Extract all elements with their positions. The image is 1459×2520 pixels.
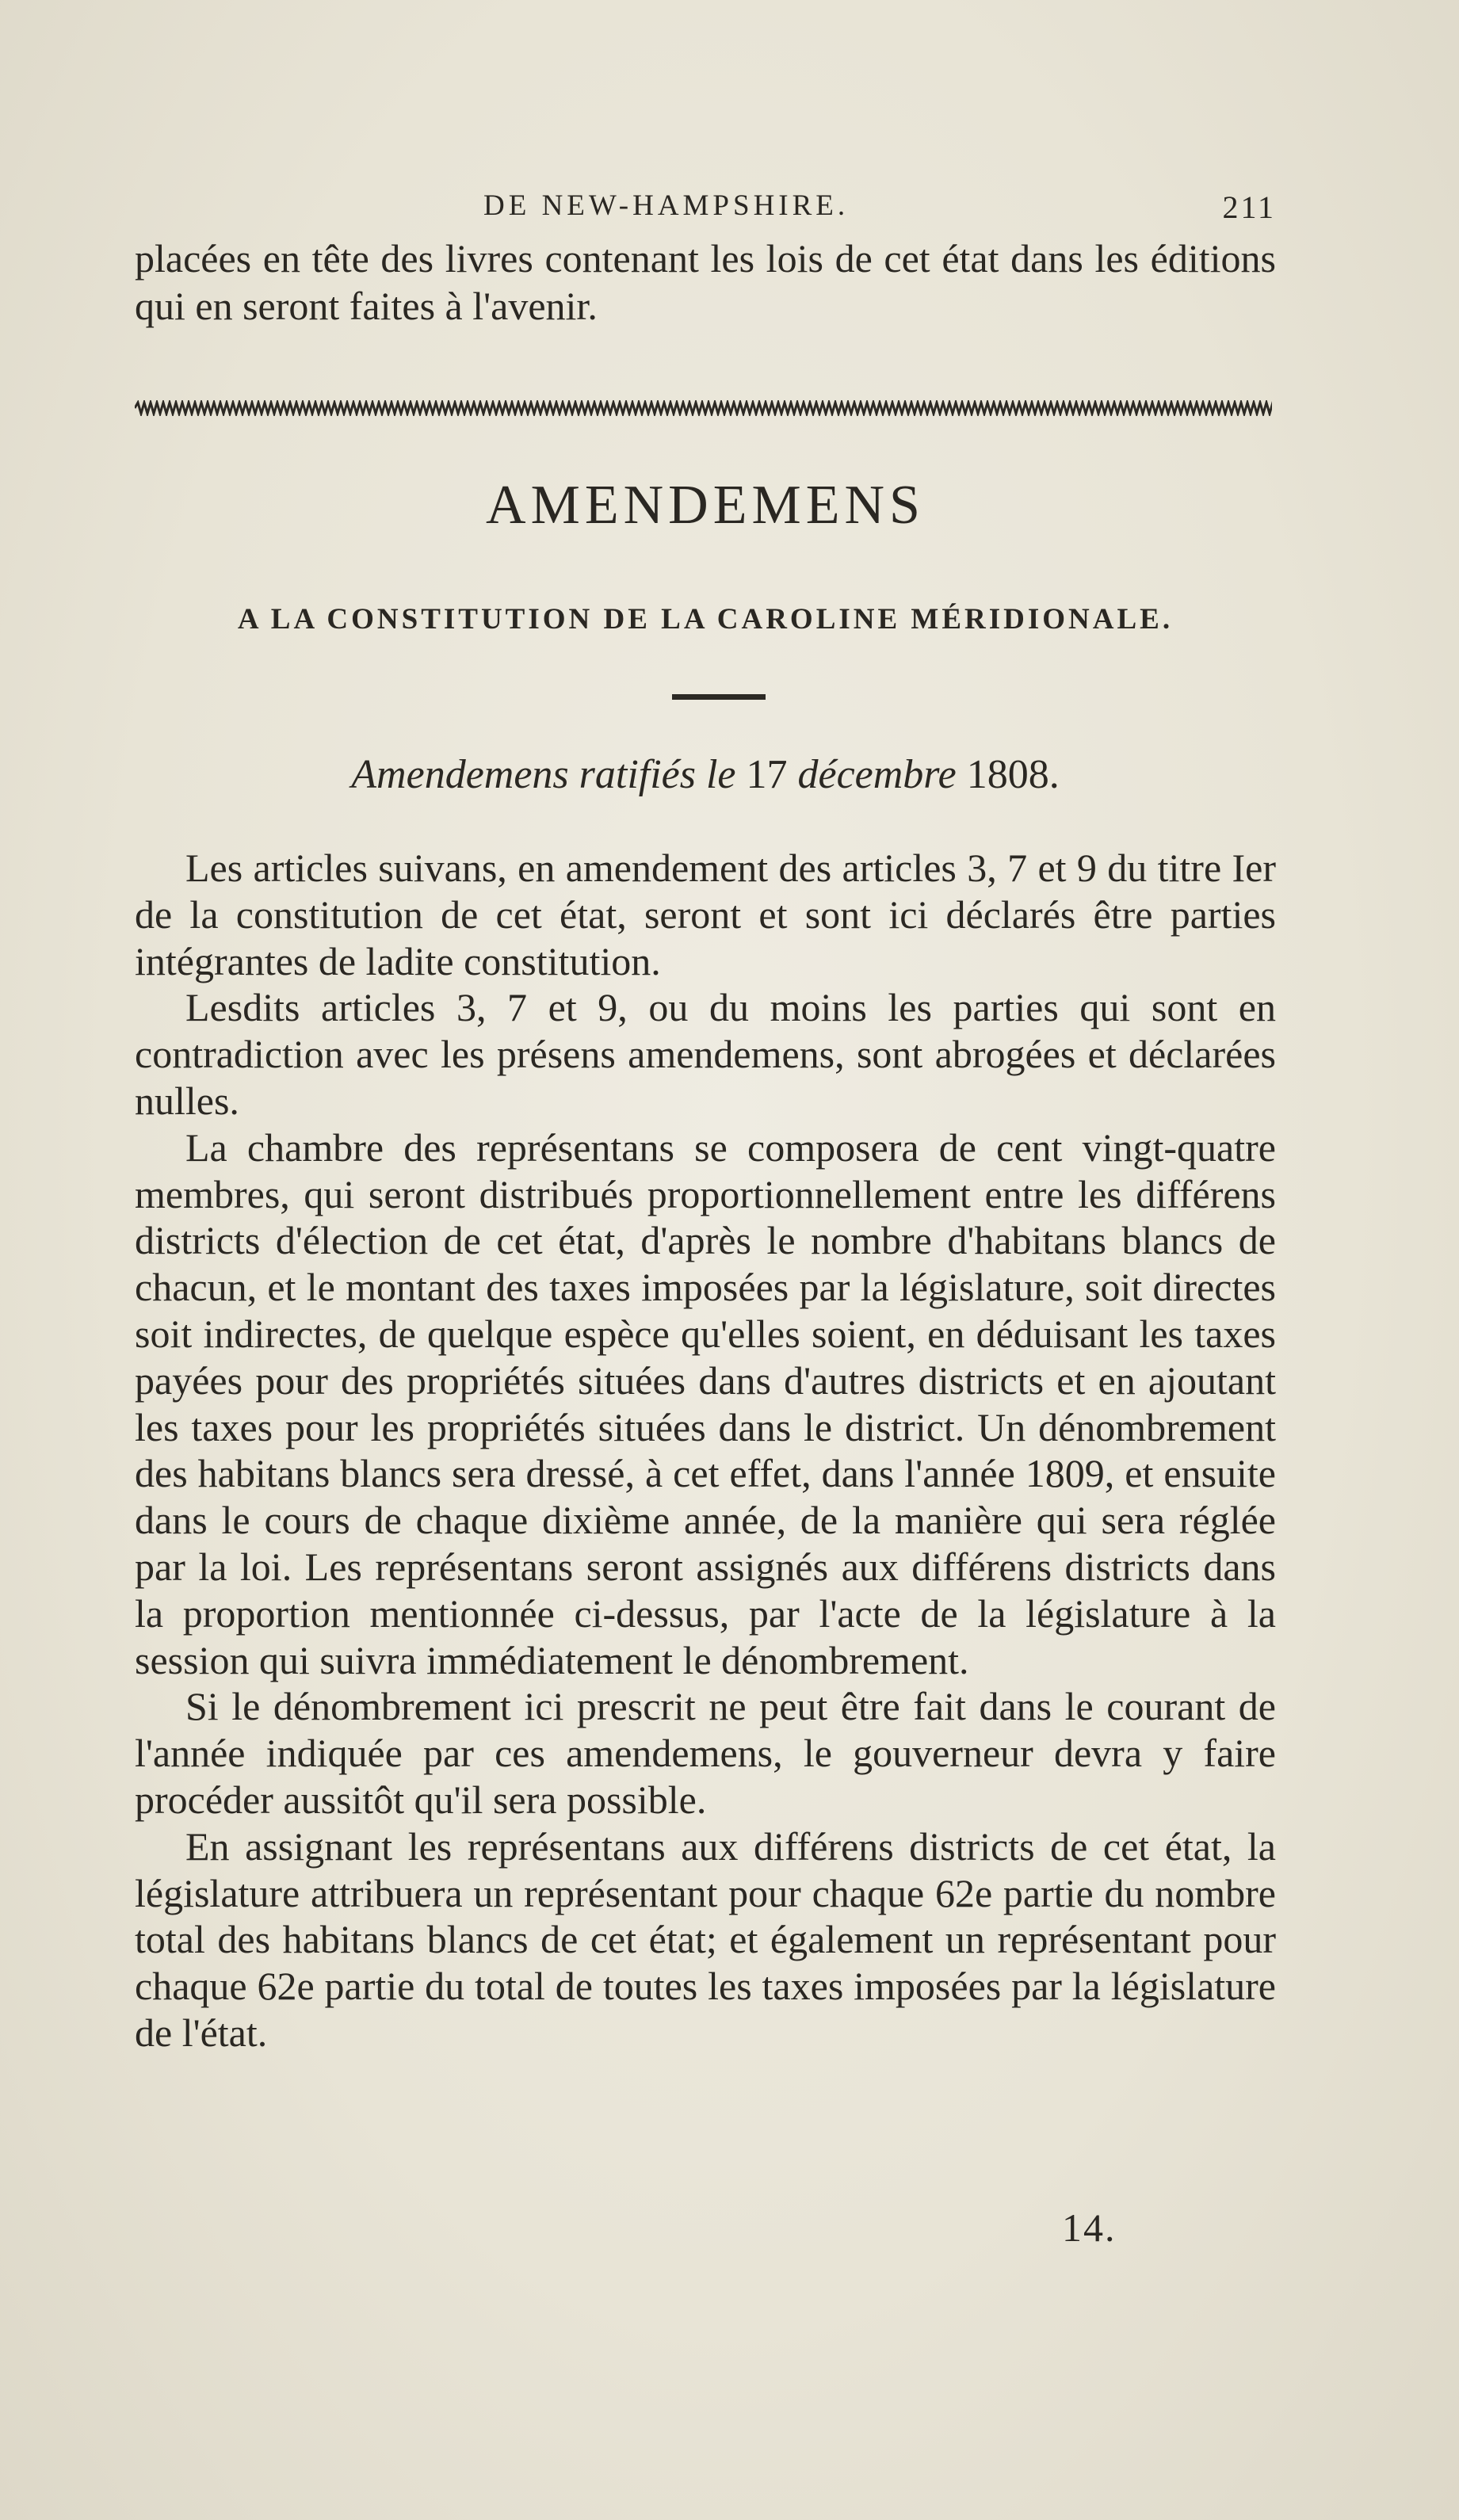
dateline-day: 17 (746, 752, 788, 797)
page-number: 211 (1222, 189, 1276, 225)
paragraph-3: La chambre des représentans se composera de cent vingt-quatre membres, qui seront distribués proportionnellement entre les différens districts d'élection de cet état, d'après le nombre d'habitans blancs de chacun, et le montant des taxes imposées par la législature, soit directes soit indirectes, de quelque espèce qu'elles soient, en déduisant les taxes payées pour des propriétés situées dans d'autres districts et en ajoutant les taxes pour les propriétés situées dans le district. Un dénombrement des habitans blancs sera dressé, à cet effet, dans l'année 1809, et ensuite dans le cours de chaque dixième année, de la manière qui sera réglée par la loi. Les représentans seront assignés aux différens districts dans la proportion mentionnée ci-dessus, par l'acte de la législature à la session qui suivra immédiatement le dénombrement. (135, 1124, 1276, 1682)
paragraph-4: Si le dénombrement ici prescrit ne peut être fait dans le courant de l'année indiquée par ces amendemens, le gouverneur devra y faire procéder aussitôt qu'il sera possible. (135, 1684, 1276, 1822)
intro-paragraph: placées en tête des livres contenant les lois de cet état dans les éditions qui en seront faites à l'avenir. (135, 236, 1276, 328)
paragraph-1: Les articles suivans, en amendement des articles 3, 7 et 9 du titre Ier de la constitution de cet état, seront et sont ici déclarés être parties intégrantes de ladite constitution. (135, 846, 1276, 983)
short-divider-rule (672, 694, 766, 700)
dateline-month: décembre (797, 752, 957, 797)
signature-mark: 14. (1062, 2205, 1117, 2250)
section-subheading: A LA CONSTITUTION DE LA CAROLINE MÉRIDIONALE. (237, 603, 1174, 636)
body-text (135, 845, 1276, 2056)
dateline (135, 751, 1276, 798)
section-heading: AMENDEMENS (486, 475, 925, 536)
dateline-year: 1808. (966, 752, 1060, 797)
running-head (135, 189, 1276, 228)
running-title: DE NEW-HAMPSHIRE. (483, 189, 850, 222)
wavy-ornament-rule (135, 400, 1272, 416)
dateline-italic: Amendemens ratifiés le (351, 752, 736, 797)
paragraph-2: Lesdits articles 3, 7 et 9, ou du moins les parties qui sont en contradiction avec les présens amendemens, sont abrogées et déclarées nulles. (135, 985, 1276, 1123)
paragraph-5: En assignant les représentans aux différens districts de cet état, la législature attribuera un représentant pour chaque 62e partie du nombre total des habitans blancs de cet état; et également un représentant pour chaque 62e partie du total de toutes les taxes imposées par la législature de l'état. (135, 1823, 1276, 2055)
